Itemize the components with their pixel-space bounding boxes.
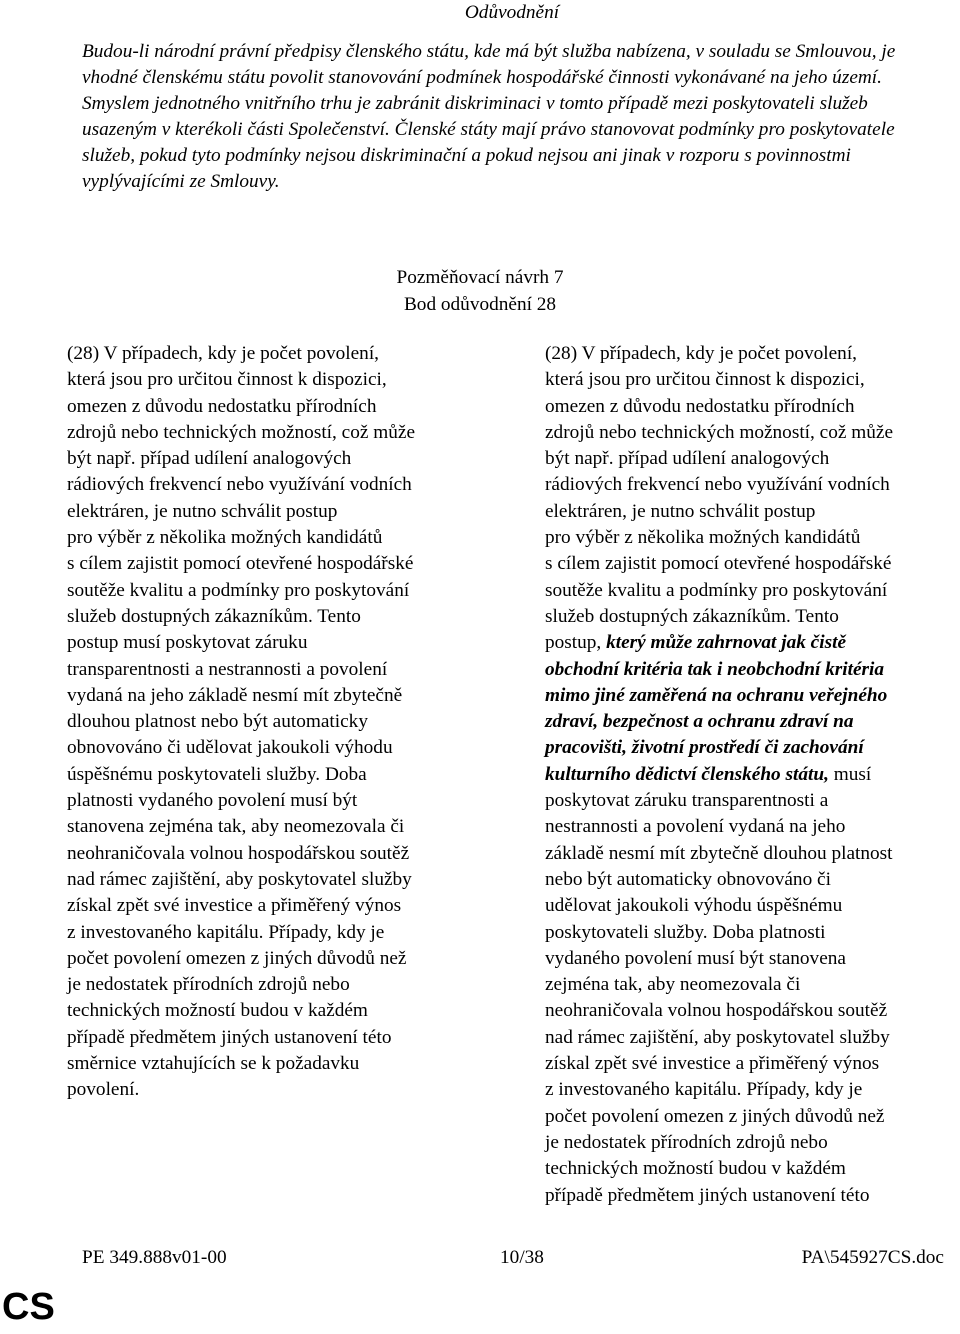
text-line: s cílem zajistit pomocí otevřené hospodářské: [545, 553, 892, 575]
text-line: (28) V případech, kdy je počet povolení,: [545, 343, 857, 364]
amended-text-column: [545, 341, 893, 1209]
text-line: případě předmětem jiných ustanovení této: [545, 1184, 870, 1206]
text-line: z investovaného kapitálu. Případy, kdy je: [545, 1079, 863, 1101]
text-line: nestrannosti a povolení vydaná na jeho: [545, 816, 846, 838]
text-line: obnovováno či udělovat jakoukoli výhodu: [67, 737, 393, 759]
text-line: vydaného povolení musí být stanovena: [545, 947, 846, 969]
inserted-text: který může zahrnovat jak čistě: [601, 632, 847, 654]
text-line: zdrojů nebo technických možností, což může: [545, 421, 894, 443]
text-line: elektráren, je nutno schválit postup: [545, 500, 816, 522]
text-line: počet povolení omezen z jiných důvodů než: [545, 1105, 885, 1127]
amendment-subtitle: Bod odůvodnění 28: [403, 294, 557, 315]
text-line: neohraničovala volnou hospodářskou soutěž: [545, 1000, 888, 1022]
footer-file-name: PA\545927CS.doc: [801, 1247, 944, 1268]
text-line: dlouhou platnost nebo být automaticky: [67, 711, 368, 733]
text-line: platnosti vydaného povolení musí být: [67, 790, 358, 812]
text-line: získal zpět své investice a přiměřený výnos: [67, 895, 402, 917]
text-line: počet povolení omezen z jiných důvodů než: [67, 947, 407, 969]
text-line: základě nesmí mít zbytečně dlouhou platnost: [545, 842, 893, 864]
text-line: omezen z důvodu nedostatku přírodních: [545, 395, 855, 417]
language-code: CS: [2, 1286, 55, 1328]
justification-text: Budou-li národní právní předpisy členského státu, kde má být služba nabízena, v souladu se Smlouvou, je vhodné členskému státu povolit stanovování podmínek hospodářské činnosti vykonávané na jeho území. Smyslem jednotného vnitřního trhu je zabránit diskriminaci v tomto případě mezi poskytovateli služeb usazeným v kterékoli části Společenství. Členské státy mají právo stanovovat podmínky pro poskytovatele služeb, pokud tyto podmínky nejsou diskriminační a pokud nejsou ani jinak v rozporu s povinnostmi vyplývajícími ze Smlouvy.: [82, 41, 896, 192]
text-line: směrnice vztahujících se k požadavku: [67, 1053, 360, 1075]
text-line: služeb dostupných zákazníkům. Tento: [67, 605, 361, 627]
text-line: omezen z důvodu nedostatku přírodních: [67, 395, 377, 417]
text-line: která jsou pro určitou činnost k dispozici,: [545, 369, 865, 391]
plain-text: musí: [828, 763, 872, 785]
text-line: je nedostatek přírodních zdrojů nebo: [67, 974, 350, 996]
text-line: nad rámec zajištění, aby poskytovatel služby: [67, 868, 412, 890]
inserted-text-line: pracovišti, životní prostředí či zachování: [545, 737, 864, 759]
text-line: služeb dostupných zákazníkům. Tento: [545, 605, 839, 627]
text-line: která jsou pro určitou činnost k dispozici,: [67, 369, 387, 391]
text-line: nad rámec zajištění, aby poskytovatel služby: [545, 1026, 890, 1048]
text-line: povolení.: [67, 1079, 140, 1101]
plain-text: postup,: [545, 632, 602, 654]
amendment-title: Pozměňovací návrh 7: [396, 267, 564, 288]
text-line: poskytovateli služby. Doba platnosti: [545, 921, 826, 943]
text-line: případě předmětem jiných ustanovení této: [67, 1026, 392, 1048]
text-line: technických možností budou v každém: [67, 1000, 368, 1022]
text-line: úspěšnému poskytovateli služby. Doba: [67, 763, 367, 785]
inserted-text-line: mimo jiné zaměřená na ochranu veřejného: [545, 684, 888, 706]
text-line: s cílem zajistit pomocí otevřené hospodářské: [67, 553, 414, 575]
text-line: (28) V případech, kdy je počet povolení,: [67, 343, 379, 364]
text-line: stanovena zejména tak, aby neomezovala či: [67, 816, 405, 838]
text-line: být např. případ udílení analogových: [545, 448, 830, 470]
text-line: rádiových frekvencí nebo využívání vodních: [67, 474, 412, 496]
text-line: získal zpět své investice a přiměřený výnos: [545, 1053, 880, 1075]
footer-page-number: 10/38: [500, 1247, 544, 1268]
text-line: z investovaného kapitálu. Případy, kdy je: [67, 921, 385, 943]
text-line: zdrojů nebo technických možností, což může: [67, 421, 416, 443]
text-line: soutěže kvalitu a podmínky pro poskytování: [545, 579, 888, 601]
text-line: postup musí poskytovat záruku: [67, 632, 308, 654]
text-line: je nedostatek přírodních zdrojů nebo: [545, 1131, 828, 1153]
text-line: pro výběr z několika možných kandidátů: [67, 527, 383, 549]
text-line: soutěže kvalitu a podmínky pro poskytování: [67, 579, 410, 601]
inserted-text-line: obchodní kritéria tak i neobchodní kritéria: [545, 658, 885, 680]
text-line: zejména tak, aby neomezovala či: [545, 974, 801, 996]
text-line: technických možností budou v každém: [545, 1158, 846, 1180]
text-line: poskytovat záruku transparentnosti a: [545, 790, 829, 812]
inserted-text: kulturního dědictví členského státu,: [545, 763, 829, 785]
justification-heading: Odůvodnění: [464, 2, 560, 23]
text-line: udělovat jakoukoli výhodu úspěšnému: [545, 895, 843, 917]
text-line: být např. případ udílení analogových: [67, 448, 352, 470]
text-line: elektráren, je nutno schválit postup: [67, 500, 338, 522]
text-line-mixed: [545, 762, 893, 788]
text-line: nebo být automaticky obnovováno či: [545, 868, 831, 890]
inserted-text-line: zdraví, bezpečnost a ochranu zdraví na: [545, 711, 854, 733]
justification-section: [82, 0, 942, 195]
text-line: vydaná na jeho základě nesmí mít zbytečně: [67, 684, 403, 706]
text-line-mixed: [545, 630, 893, 656]
text-line: pro výběr z několika možných kandidátů: [545, 527, 861, 549]
text-line: rádiových frekvencí nebo využívání vodních: [545, 474, 890, 496]
original-text-column: [67, 341, 415, 1104]
footer-doc-ref: PE 349.888v01-00: [82, 1247, 227, 1268]
text-line: transparentnosti a nestrannosti a povolení: [67, 658, 388, 680]
text-line: neohraničovala volnou hospodářskou soutěž: [67, 842, 410, 864]
